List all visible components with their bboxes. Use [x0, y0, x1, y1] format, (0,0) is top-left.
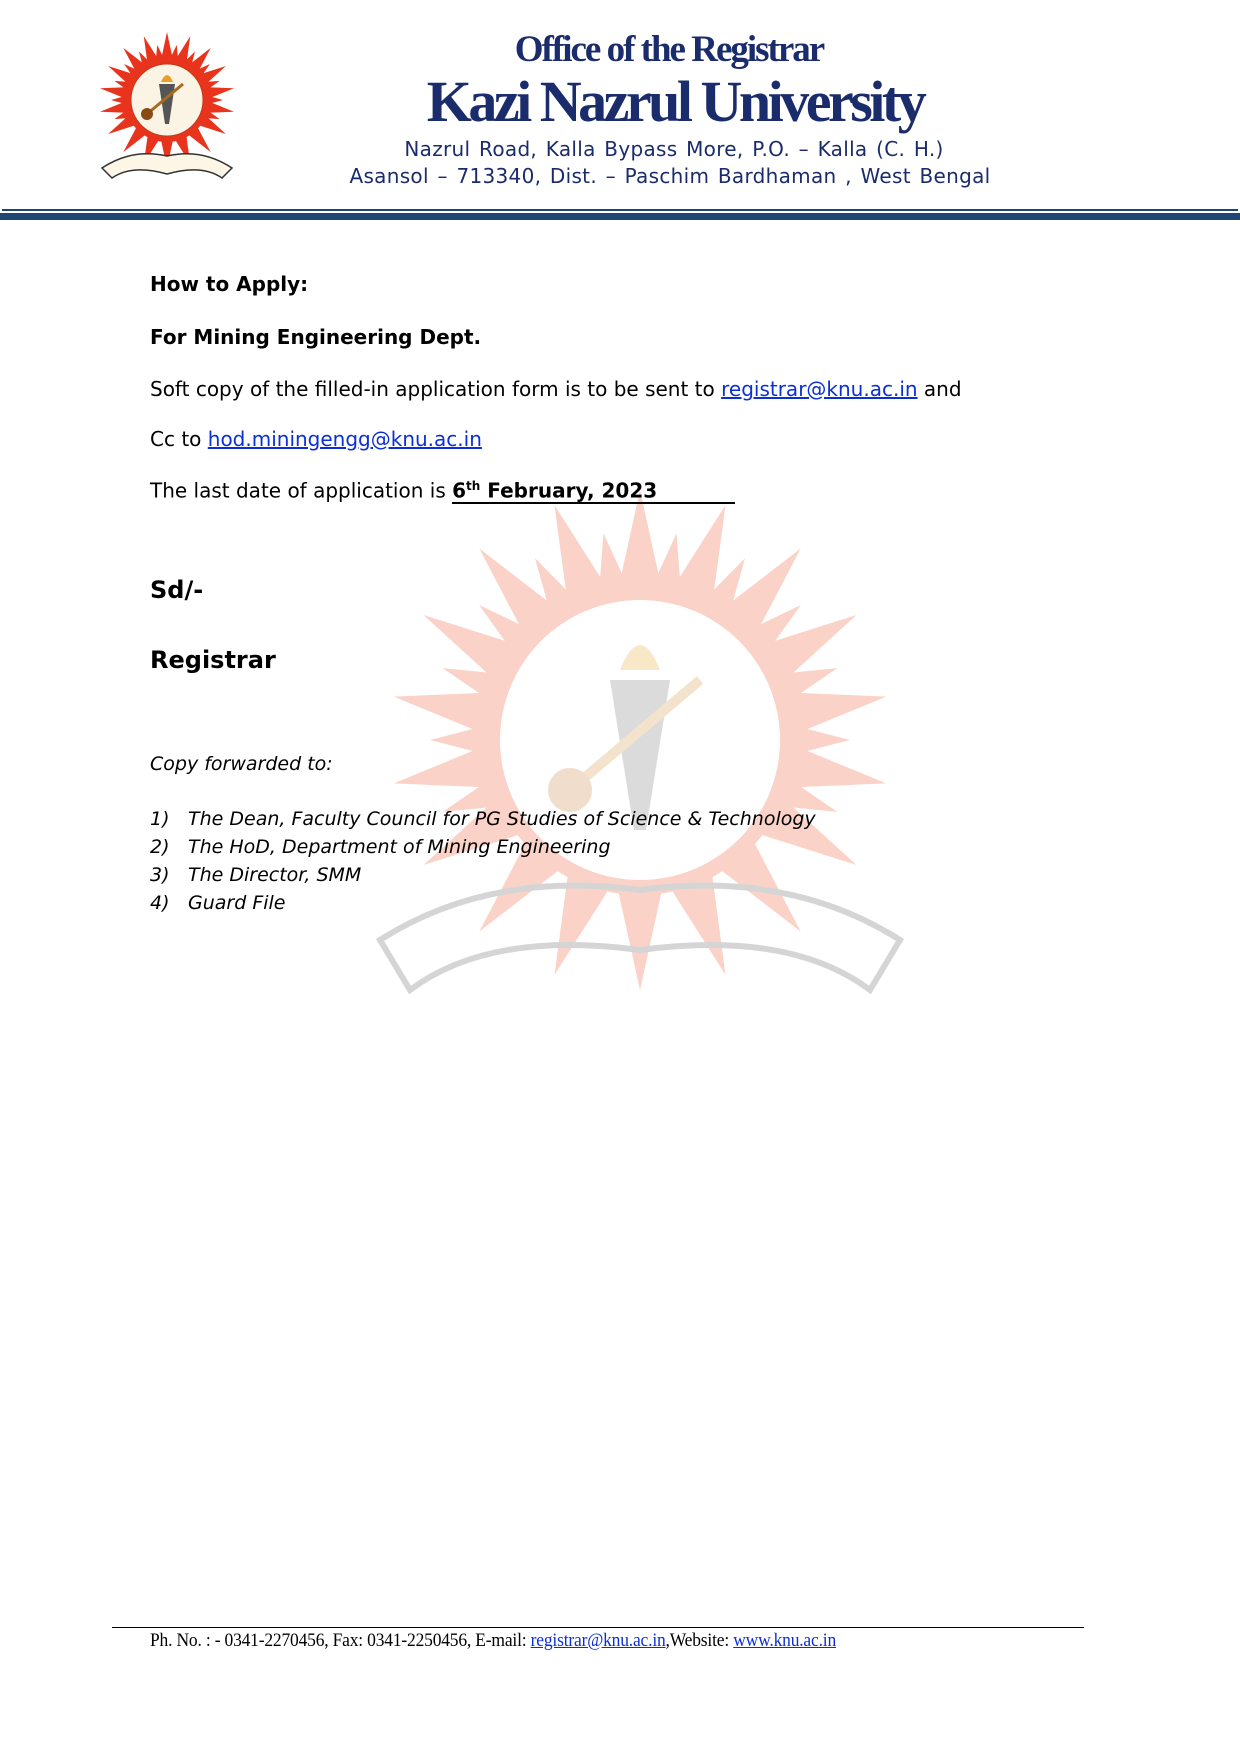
university-name: Kazi Nazrul University	[426, 69, 924, 134]
instruction-suffix: and	[923, 377, 962, 401]
address-line-1: Nazrul Road, Kalla Bypass More, P.O. – Kalla (C. H.)	[404, 137, 944, 161]
list-item: 1) The Dean, Faculty Council for PG Studies of Science & Technology	[150, 808, 816, 830]
list-item: 3) The Director, SMM	[150, 864, 362, 886]
signature-sd: Sd/-	[150, 576, 204, 604]
copy-forwarded-list	[150, 805, 816, 917]
footer-contact-prefix: Ph. No. : - 0341-2270456, Fax: 0341-2250456, E-mail:	[150, 1630, 527, 1651]
list-item: 4) Guard File	[150, 892, 286, 914]
last-date-day: 6	[452, 478, 467, 503]
last-date-ordinal: th	[466, 479, 481, 493]
last-date-prefix: The last date of application is	[150, 478, 446, 503]
last-date-value	[452, 475, 735, 504]
header-divider-thick	[0, 213, 1240, 220]
cc-prefix: Cc to	[150, 427, 202, 451]
how-to-apply-heading: How to Apply:	[150, 272, 309, 296]
copy-forwarded-label: Copy forwarded to:	[150, 753, 333, 775]
footer-website-link[interactable]: www.knu.ac.in	[733, 1630, 837, 1651]
department-heading: For Mining Engineering Dept.	[150, 325, 482, 349]
footer-contact	[150, 1630, 836, 1652]
list-item: 2) The HoD, Department of Mining Engineering	[150, 836, 611, 858]
university-emblem-watermark-icon	[370, 470, 910, 1070]
instruction-line	[150, 377, 962, 401]
header-divider-thin	[2, 209, 1238, 211]
office-title: Office of the Registrar	[514, 29, 824, 70]
footer-website-label: ,Website:	[665, 1630, 730, 1651]
instruction-prefix: Soft copy of the filled-in application form is to be sent to	[150, 377, 715, 401]
signature-title: Registrar	[150, 646, 276, 674]
last-date-line	[150, 475, 735, 504]
cc-line	[150, 427, 482, 451]
address-line-2: Asansol – 713340, Dist. – Paschim Bardhaman , West Bengal	[349, 164, 991, 188]
hod-email-link[interactable]: hod.miningengg@knu.ac.in	[207, 427, 482, 451]
registrar-email-link[interactable]: registrar@knu.ac.in	[721, 377, 918, 401]
last-date-month-year: February, 2023	[487, 478, 658, 503]
footer-email-link[interactable]: registrar@knu.ac.in	[530, 1630, 666, 1651]
footer-divider	[112, 1627, 1084, 1628]
